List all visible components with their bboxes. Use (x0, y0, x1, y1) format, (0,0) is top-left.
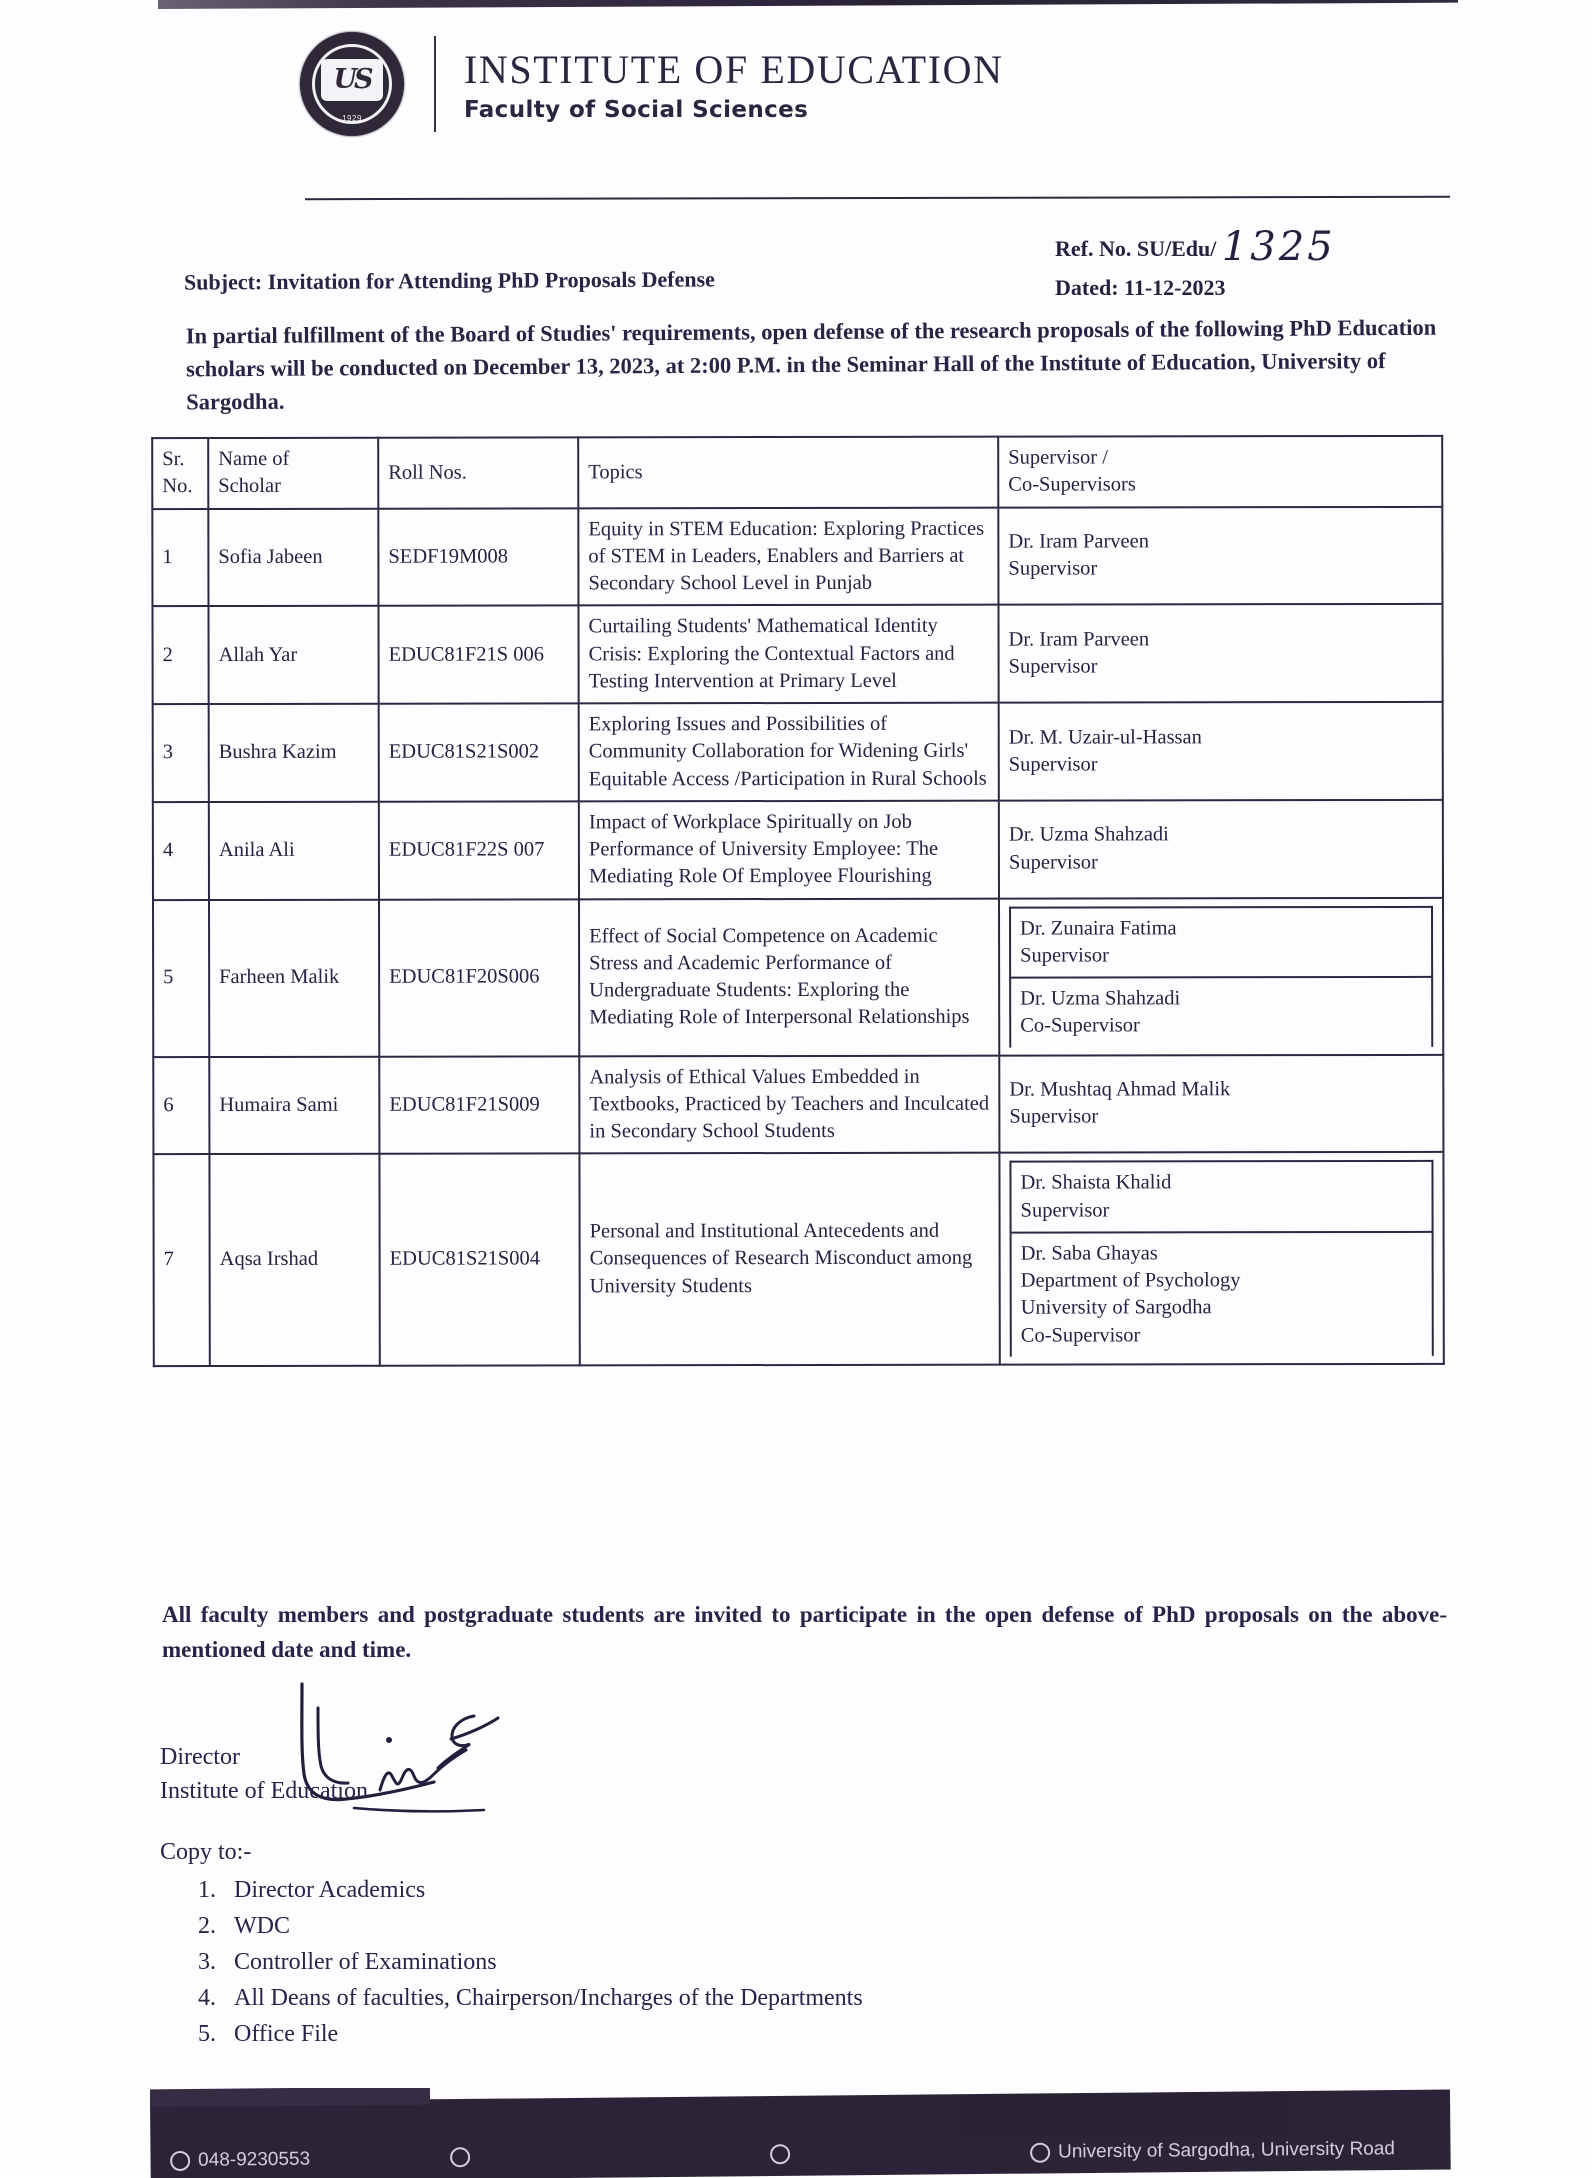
cell-supervisor (999, 897, 1443, 1055)
header-sup-line1: Supervisor / (1008, 446, 1108, 469)
faculty-title: Faculty of Social Sciences (464, 97, 809, 123)
supervisor-subrow (1011, 1232, 1433, 1357)
header-cell-roll: Roll Nos. (378, 437, 578, 508)
footer-bar-notch (150, 2088, 430, 2107)
supervisor-affiliation-line1: Department of Psychology (1020, 1269, 1241, 1292)
footer-mail-item (770, 2144, 790, 2164)
signature-title-director: Director (160, 1744, 240, 1770)
supervisor-affiliation-line2: University of Sargodha (1020, 1296, 1212, 1319)
supervisor-subtable (1009, 905, 1433, 1047)
header-cell-sr (152, 438, 208, 509)
header-cell-name (208, 438, 378, 509)
signature-block (160, 1688, 580, 1818)
table-row (153, 897, 1443, 1056)
supervisor-role: Co-Supervisor (1020, 1323, 1141, 1347)
cell-sr-no: 7 (153, 1154, 209, 1366)
reference-block (1055, 214, 1336, 304)
cell-roll-no: EDUC81S21S004 (379, 1154, 579, 1366)
table-header-row (152, 436, 1442, 509)
cell-topic: Exploring Issues and Possibilities of Community Collaboration for Widening Girls' Equitable Access /Participation in Rural Schools (579, 703, 999, 801)
cell-supervisor (999, 1054, 1443, 1153)
copy-to-list (160, 1878, 863, 2046)
cell-topic: Effect of Social Competence on Academic Stress and Academic Performance of Undergraduate Students: Exploring the Mediating Role of Interpersonal Relationships (579, 898, 999, 1056)
header-name-line2: Scholar (218, 475, 281, 498)
supervisor-name: Dr. M. Uzair-ul-Hassan (1008, 725, 1202, 749)
table-row (152, 604, 1442, 704)
intro-paragraph: In partial fulfillment of the Board of Studies' requirements, open defense of the research proposals of the following PhD Education scholars will be conducted on December 13, 2023, at 2:00 P.M. in the Seminar Hall of the Institute of Education, University of Sargodha. (185, 314, 1437, 415)
cell-supervisor (999, 1152, 1443, 1364)
seal-monogram: US (321, 59, 383, 101)
header-rule (305, 196, 1450, 200)
cell-supervisor (999, 702, 1443, 801)
copy-to-block (160, 1840, 863, 2058)
copy-to-item: 3. Controller of Examinations (222, 1950, 863, 1974)
university-seal-icon (300, 32, 404, 136)
copy-to-item: 2. WDC (222, 1914, 863, 1938)
cell-scholar-name: Bushra Kazim (209, 704, 379, 802)
cell-topic: Equity in STEM Education: Exploring Practices of STEM in Leaders, Enablers and Barriers at Secondary School Level in Punjab (578, 507, 998, 605)
supervisor-role: Supervisor (1008, 557, 1098, 581)
header-sr-line2: No. (162, 475, 193, 498)
supervisor-name: Dr. Iram Parveen (1008, 530, 1150, 553)
cell-roll-no: EDUC81F22S 007 (379, 801, 579, 899)
supervisor-name: Dr. Uzma Shahzadi (1008, 823, 1169, 847)
ref-number-handwritten: 1325 (1221, 224, 1336, 270)
supervisor-name: Dr. Zunaira Fatima (1020, 916, 1177, 940)
supervisor-subrow (1010, 977, 1432, 1047)
supervisor-subrow (1010, 1161, 1432, 1232)
cell-scholar-name: Sofia Jabeen (208, 508, 378, 606)
supervisor-role: Supervisor (1008, 851, 1098, 874)
supervisor-name: Dr. Mushtaq Ahmad Malik (1009, 1078, 1231, 1101)
subject-line: Subject: Invitation for Attending PhD Proposals Defense (183, 266, 715, 295)
cell-supervisor (999, 800, 1443, 899)
header-sup-line2: Co-Supervisors (1008, 473, 1136, 496)
cell-roll-no: EDUC81F21S009 (379, 1056, 579, 1154)
cell-roll-no: SEDF19M008 (378, 508, 578, 606)
cell-topic: Analysis of Ethical Values Embedded in Textbooks, Practiced by Teachers and Inculcated in Secondary School Students (579, 1055, 999, 1153)
letterhead-header (300, 32, 1004, 136)
dated-value: 11-12-2023 (1124, 275, 1226, 300)
cell-roll-no: EDUC81S21S002 (379, 703, 579, 801)
footer-phone-item (170, 2149, 310, 2172)
cell-sr-no: 4 (153, 802, 209, 900)
institute-title: INSTITUTE OF EDUCATION (464, 47, 1004, 92)
footer-phone: 048-9230553 (198, 2148, 311, 2171)
footer-bar-patch (960, 2092, 1290, 2135)
ref-label: Ref. No. SU/Edu/ (1055, 236, 1217, 261)
supervisor-role: Co-Supervisor (1020, 1014, 1140, 1037)
footer-address: University of Sargodha, University Road (1057, 2138, 1396, 2163)
supervisor-name: Dr. Uzma Shahzadi (1020, 987, 1181, 1010)
scan-artifact-top-bar (158, 0, 1458, 9)
cell-supervisor (998, 506, 1442, 605)
supervisor-name: Dr. Shaista Khalid (1020, 1171, 1172, 1194)
table-row (153, 1054, 1443, 1154)
proposals-table-wrapper (151, 435, 1445, 1367)
supervisor-subrow (1010, 906, 1432, 977)
dated-label: Dated: (1055, 275, 1119, 300)
copy-to-item: 5. Office File (222, 2022, 863, 2046)
dated-line (1055, 272, 1336, 304)
copy-to-item: 4. All Deans of faculties, Chairperson/Incharges of the Departments (222, 1986, 863, 2010)
supervisor-role: Supervisor (1020, 944, 1109, 967)
copy-to-label: Copy to:- (160, 1839, 252, 1865)
copy-to-item: 1. Director Academics (222, 1878, 863, 1902)
supervisor-name: Dr. Saba Ghayas (1020, 1242, 1158, 1265)
cell-sr-no: 3 (153, 704, 209, 802)
supervisor-role: Supervisor (1008, 655, 1098, 678)
cell-sr-no: 1 (152, 509, 208, 607)
header-cell-supervisors (998, 436, 1442, 507)
globe-icon (450, 2147, 470, 2167)
proposals-table (151, 435, 1445, 1367)
cell-roll-no: EDUC81F21S 006 (378, 606, 578, 704)
header-name-line1: Name of (218, 447, 290, 471)
footer-address-item (1030, 2138, 1395, 2164)
cell-topic: Curtailing Students' Mathematical Identity Crisis: Exploring the Contextual Factors and Testing Intervention at Primary Level (578, 605, 998, 703)
phone-icon (170, 2151, 190, 2171)
cell-sr-no: 6 (153, 1057, 209, 1155)
location-pin-icon (1030, 2143, 1050, 2163)
footer-web-item (450, 2147, 470, 2167)
reference-line (1055, 214, 1336, 272)
cell-supervisor (998, 604, 1442, 703)
closing-paragraph: All faculty members and postgraduate students are invited to participate in the open defense of PhD proposals on the above-mentioned date and time. (162, 1602, 1447, 1662)
table-row (153, 702, 1443, 802)
signature-title-institute: Institute of Education (160, 1778, 368, 1805)
seal-year: 1929 (342, 114, 362, 123)
signature-titles (160, 1740, 368, 1808)
cell-scholar-name: Farheen Malik (209, 899, 379, 1056)
table-row (153, 800, 1443, 900)
cell-scholar-name: Anila Ali (209, 801, 379, 899)
supervisor-name: Dr. Iram Parveen (1008, 628, 1150, 651)
header-sr-line1: Sr. (162, 448, 185, 471)
cell-sr-no: 2 (152, 606, 208, 704)
table-row (153, 1152, 1443, 1366)
cell-topic: Personal and Institutional Antecedents and Consequences of Research Misconduct among University Students (579, 1153, 999, 1365)
cell-scholar-name: Allah Yar (208, 606, 378, 704)
cell-sr-no: 5 (153, 900, 209, 1057)
cell-scholar-name: Aqsa Irshad (209, 1154, 379, 1366)
supervisor-role: Supervisor (1020, 1198, 1110, 1222)
mail-icon (770, 2144, 790, 2164)
footer-contact-bar (150, 2088, 1460, 2178)
header-text-group (464, 45, 1004, 123)
header-cell-topics: Topics (578, 437, 998, 508)
cell-scholar-name: Humaira Sami (209, 1056, 379, 1154)
cell-roll-no: EDUC81F20S006 (379, 899, 579, 1056)
supervisor-subtable (1009, 1160, 1433, 1356)
supervisor-role: Supervisor (1009, 1105, 1099, 1129)
table-row (152, 506, 1442, 606)
header-divider (434, 36, 436, 132)
cell-topic: Impact of Workplace Spiritually on Job Performance of University Employee: The Mediating Role Of Employee Flourishing (579, 800, 999, 898)
supervisor-role: Supervisor (1008, 753, 1098, 776)
